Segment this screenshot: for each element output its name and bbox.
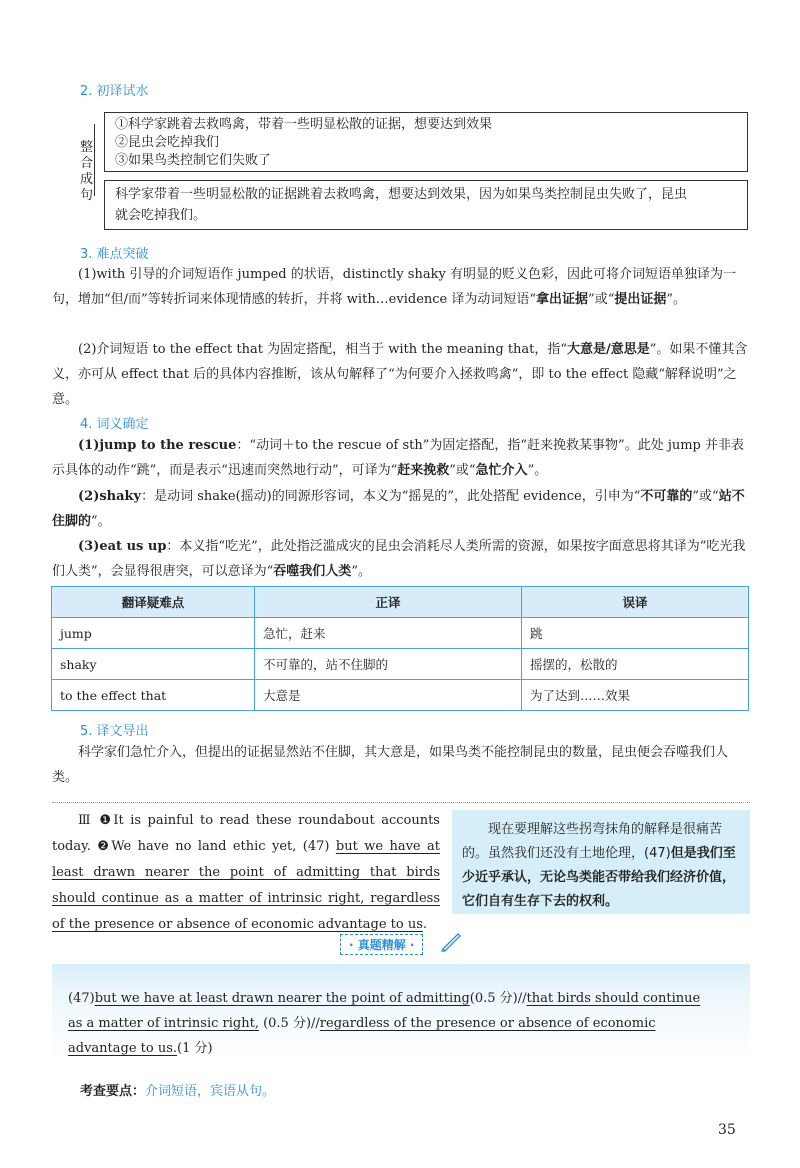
difficulty-para-2: (2)介词短语 to the effect that 为固定搭配，相当于 with the meaning that，指“大意是/意思是”。如果不懂其含义，亦可从 effect that 后的具体内容推断，该从句解释了“为何要介入拯救鸣禽”，即 to the effect 隐藏“解释说明”之意。 (52, 342, 748, 407)
final-translation: 科学家们急忙介入，但提出的证据显然站不住脚，其大意是，如果鸟类不能控制昆虫的数量，昆虫便会吞噬我们人类。 (52, 745, 729, 785)
table-row (52, 649, 749, 680)
table-cell: to the effect that (52, 680, 255, 711)
table-cell: jump (52, 618, 255, 649)
table-header: 翻译疑难点 (52, 587, 255, 618)
key-points: 考查要点：介词短语，宾语从句。 (80, 1084, 276, 1099)
table-cell: 为了达到……效果 (522, 680, 749, 711)
table-cell: 摇摆的，松散的 (522, 649, 749, 680)
analysis-text: (47)but we have at least drawn nearer the point of admitting(0.5 分)//that birds should continue as a matter of intrinsic right, (0.5 分)//regardless of the presence or absence of economic advantage to us.(1 分) (68, 991, 701, 1056)
table-cell: shaky (52, 649, 255, 680)
table-cell: 跳 (522, 618, 749, 649)
table-row (52, 680, 749, 711)
pen-icon (440, 930, 462, 956)
draft-items-box (104, 112, 748, 172)
table-row (52, 618, 749, 649)
draft-item: ②昆虫会吃掉我们 (115, 135, 220, 150)
translation-table (51, 586, 749, 711)
side-label: 整合成句 (80, 140, 94, 203)
page-number: 35 (718, 1122, 736, 1138)
passage-translation-box: 现在要理解这些拐弯抹角的解释是很痛苦的。虽然我们还没有土地伦理，(47)但是我们至少近乎承认，无论鸟类能否带给我们经济价值，它们自有生存下去的权利。 (452, 810, 750, 914)
analysis-title: · 真题精解 · (340, 934, 423, 955)
table-cell: 大意是 (255, 680, 522, 711)
combined-line: 科学家带着一些明显松散的证据跳着去救鸣禽，想要达到效果，因为如果鸟类控制昆虫失败了，昆虫 (115, 187, 688, 202)
divider (52, 802, 750, 803)
section-3-title: 3. 难点突破 (80, 247, 149, 262)
difficulty-para-1: (1)with 引导的介词短语作 jumped 的状语，distinctly shaky 有明显的贬义色彩，因此可将介词短语单独译为一句，增加“但/而”等转折词来体现情感的转折，并将 with…evidence 译为动词短语“拿出证据”或“提出证据”。 (52, 267, 736, 307)
word-para-2: (2)shaky：是动词 shake(摇动)的同源形容词，本义为“摇晃的”，此处搭配 evidence，引申为“不可靠的”或“站不住脚的”。 (52, 489, 745, 529)
combined-sentence-box (104, 180, 748, 230)
key-sentence: but we have at least drawn nearer the point of admitting that birds should continue as a matter of intrinsic right, regardless of the presence or absence of economic advantage to us (52, 839, 440, 932)
passage-text: Ⅲ ❶It is painful to read these roundabout accounts today. ❷We have no land ethic yet, (47) but we have at least drawn nearer the point of admitting that birds should continue as a matter of intrinsic right, regardless of the presence or absence of economic advantage to us. (52, 813, 440, 932)
table-header: 误译 (522, 587, 749, 618)
table-cell: 急忙，赶来 (255, 618, 522, 649)
section-5-title: 5. 译文导出 (80, 724, 149, 739)
table-header-row (52, 587, 749, 618)
section-2-title: 2. 初译试水 (80, 84, 149, 99)
word-para-3: (3)eat us up：本义指“吃光”，此处指泛滥成灾的昆虫会消耗尽人类所需的资源，如果按字面意思将其译为“吃光我们人类”，会显得很唐突，可以意译为“吞噬我们人类”。 (52, 539, 746, 579)
section-4-title: 4. 词义确定 (80, 417, 149, 432)
combined-line: 就会吃掉我们。 (115, 208, 207, 223)
draft-item: ③如果鸟类控制它们失败了 (115, 153, 272, 168)
table-cell: 不可靠的，站不住脚的 (255, 649, 522, 680)
word-para-1: (1)jump to the rescue：“动词＋to the rescue of sth”为固定搭配，指“赶来挽救某事物”。此处 jump 并非表示具体的动作“跳”，而是表示“迅速而突然地行动”，可译为“赶来挽救”或“急忙介入”。 (52, 438, 745, 478)
table-header: 正译 (255, 587, 522, 618)
draft-item: ①科学家跳着去救鸣禽，带着一些明显松散的证据，想要达到效果 (115, 117, 493, 132)
